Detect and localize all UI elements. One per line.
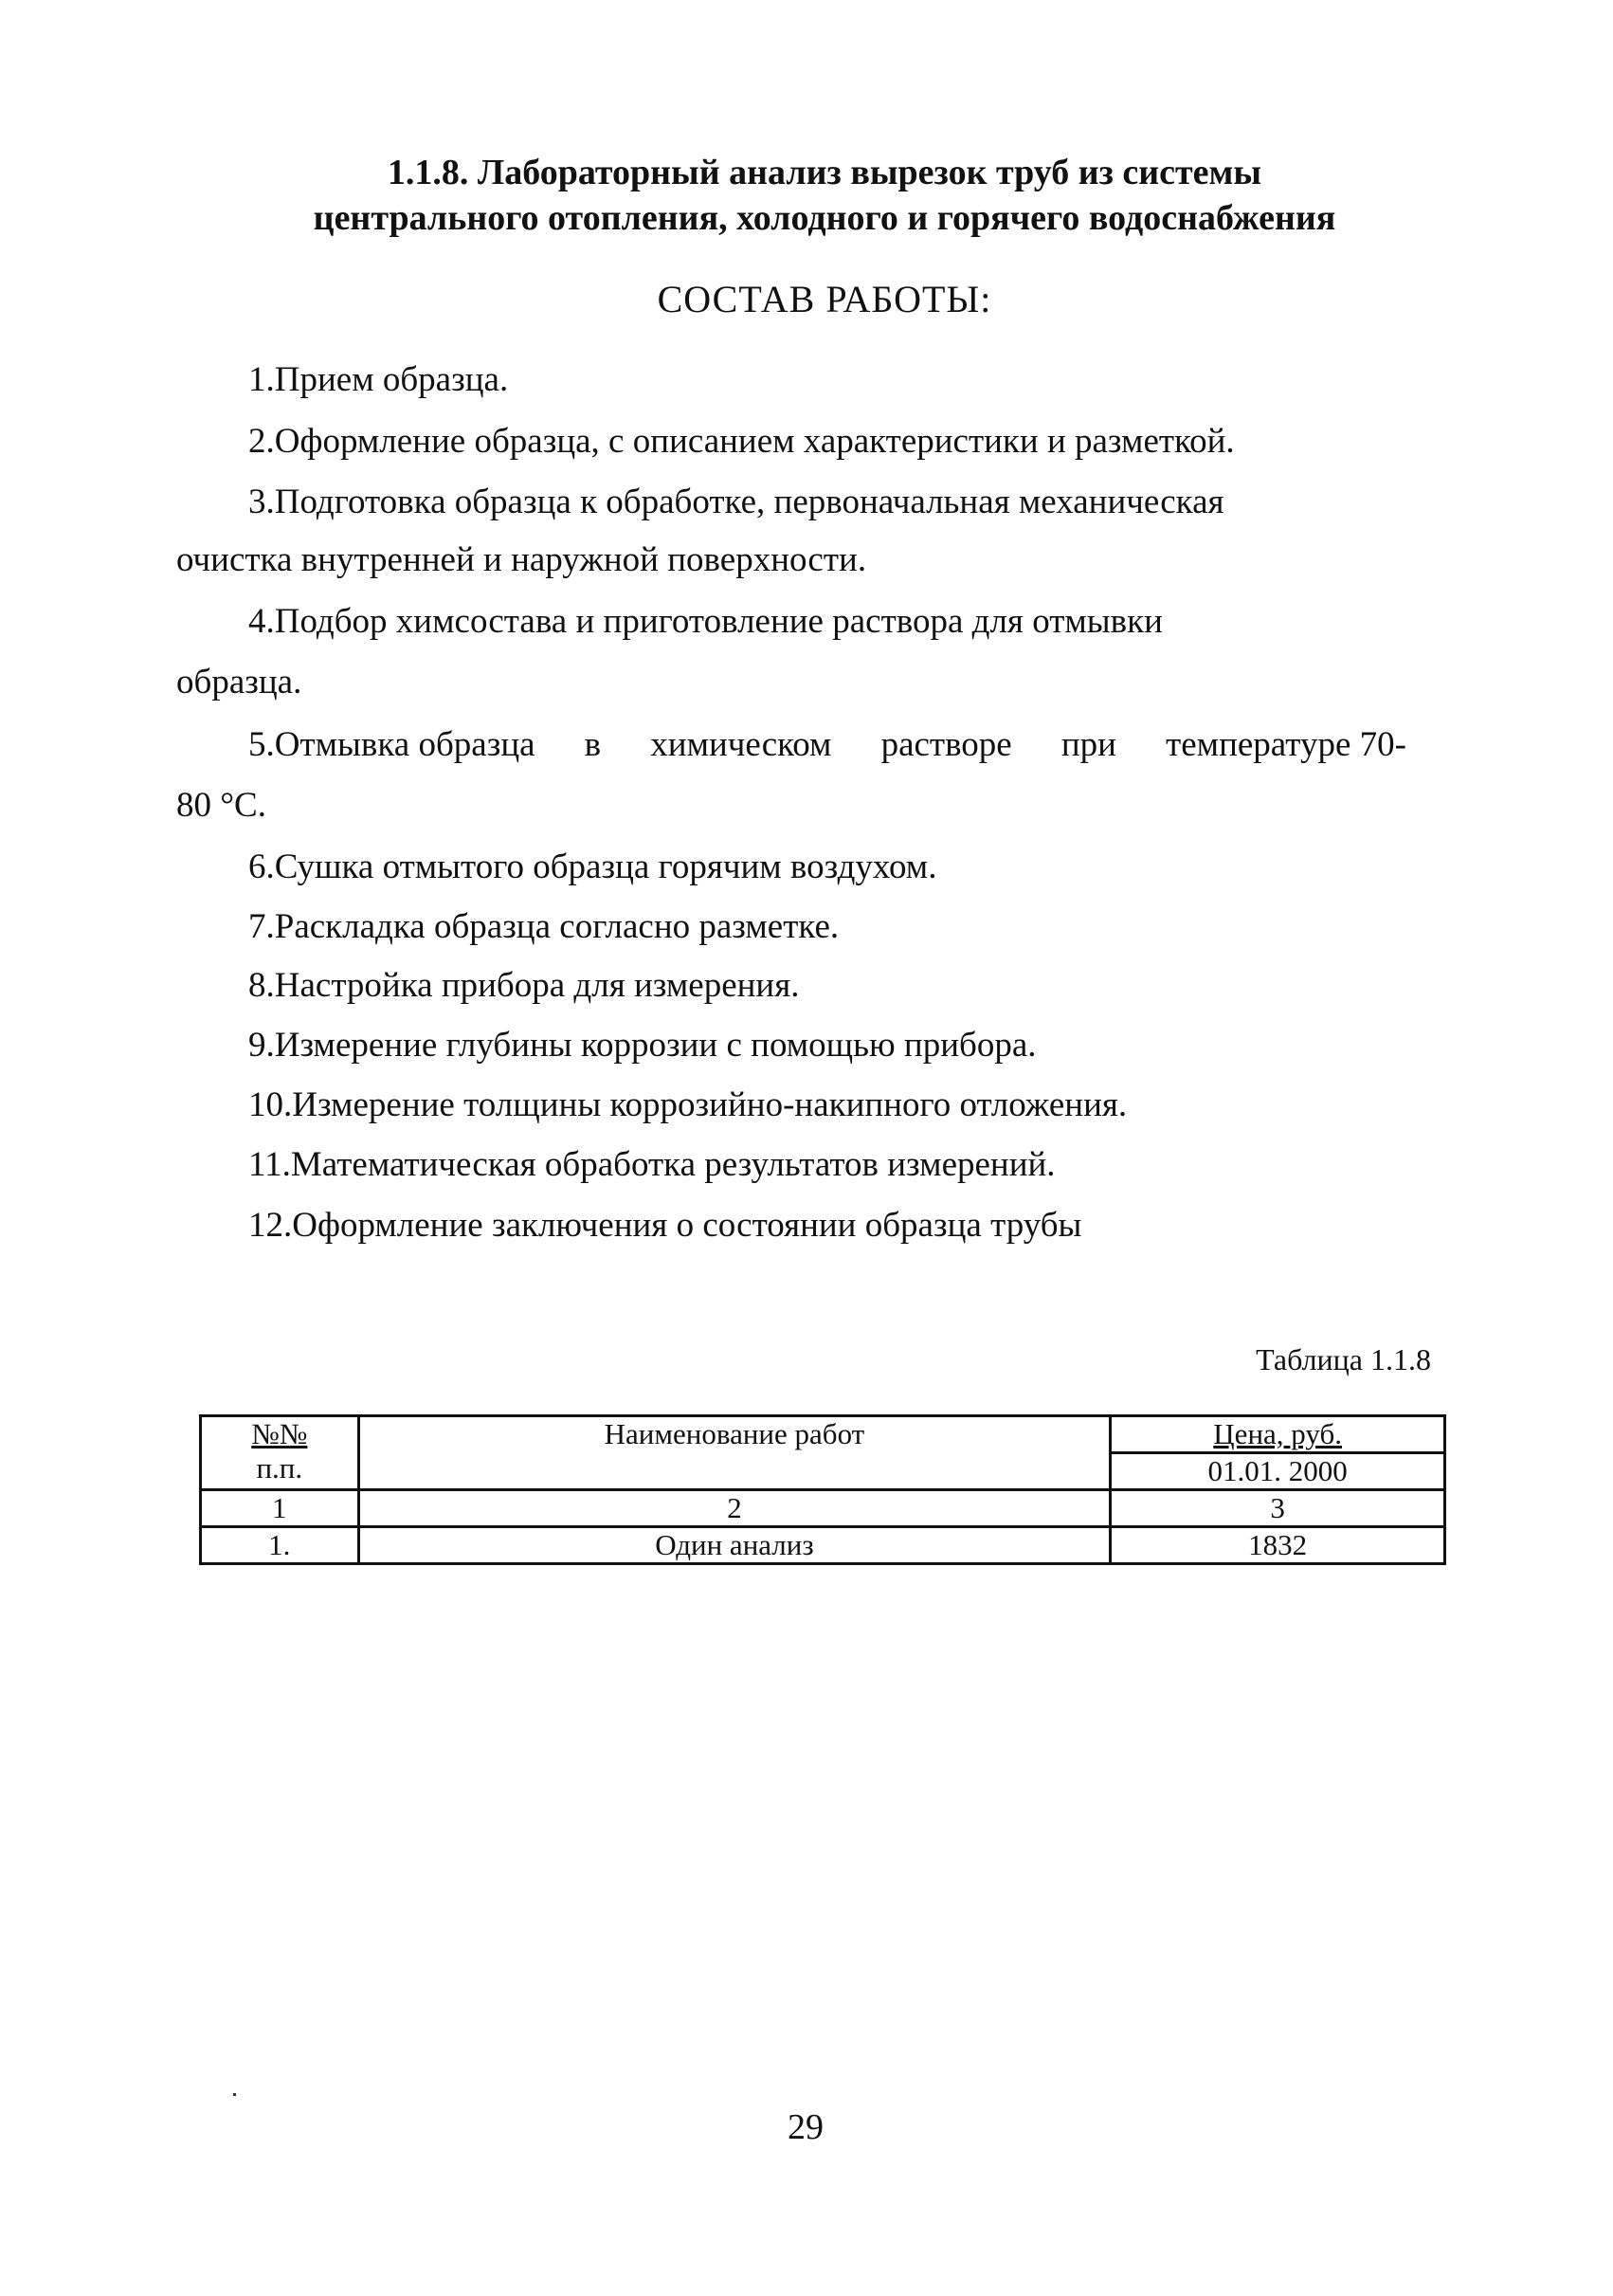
table-caption: Таблица 1.1.8 (1256, 1342, 1431, 1376)
step-10: 10.Измерение толщины коррозийно-накипного отложения. (248, 1085, 1128, 1124)
step-9: 9.Измерение глубины коррозии с помощью прибора. (248, 1026, 1037, 1065)
step-6: 6.Сушка отмытого образца горячим воздухом. (248, 847, 937, 886)
header-date-cell: 01.01. 2000 (1111, 1453, 1445, 1490)
step-2: 2.Оформление образца, с описанием характеристики и разметкой. (248, 422, 1235, 461)
header-name-cell: Наименование работ (358, 1416, 1111, 1490)
table-header-row (201, 1416, 1445, 1453)
step-4-line-2: образца. (176, 663, 302, 702)
header-number-symbol: №№ (251, 1417, 308, 1450)
row-name-cell: Один анализ (358, 1527, 1111, 1564)
step-3-line-2: очистка внутренней и наружной поверхности. (176, 540, 867, 579)
table-index-row (201, 1490, 1445, 1527)
step-7: 7.Раскладка образца согласно разметке. (248, 907, 840, 946)
step-12: 12.Оформление заключения о состоянии образца трубы (248, 1206, 1082, 1245)
index-cell: 1 (201, 1490, 359, 1527)
step-11: 11.Математическая обработка результатов измерений. (248, 1145, 1056, 1184)
step-8: 8.Настройка прибора для измерения. (248, 966, 800, 1005)
step-5-line-2: 80 °С. (176, 786, 266, 825)
table-row (201, 1527, 1445, 1564)
section-title-line-2: центрального отопления, холодного и горячего водоснабжения (313, 198, 1336, 238)
step-5-word: химическом (650, 725, 832, 764)
page-number: 29 (788, 2107, 824, 2147)
step-1: 1.Прием образца. (248, 360, 509, 399)
step-4-line-1: 4.Подбор химсостава и приготовление раствора для отмывки (248, 602, 1163, 641)
step-5-word: в (584, 725, 602, 764)
section-title-line-1: 1.1.8. Лабораторный анализ вырезок труб из системы (387, 153, 1262, 192)
index-cell: 3 (1111, 1490, 1445, 1527)
row-price-cell: 1832 (1111, 1527, 1445, 1564)
index-cell: 2 (358, 1490, 1111, 1527)
header-price-label: Цена, руб. (1213, 1417, 1342, 1450)
step-5-word: 5.Отмывка образца (248, 725, 535, 764)
header-number-cell (201, 1416, 359, 1490)
scan-speck (233, 2093, 236, 2096)
step-3-line-1: 3.Подготовка образца к обработке, первоначальная механическая (248, 483, 1224, 521)
price-table (199, 1414, 1446, 1565)
work-composition-heading: СОСТАВ РАБОТЫ: (657, 278, 992, 320)
row-number-cell: 1. (201, 1527, 359, 1564)
step-5-word: при (1060, 725, 1116, 764)
header-price-cell (1111, 1416, 1445, 1453)
step-5-word: растворе (880, 725, 1012, 764)
step-5-line-1 (248, 723, 1406, 767)
step-5-word: температуре 70- (1166, 725, 1406, 764)
header-number-abbr: п.п. (256, 1451, 303, 1485)
